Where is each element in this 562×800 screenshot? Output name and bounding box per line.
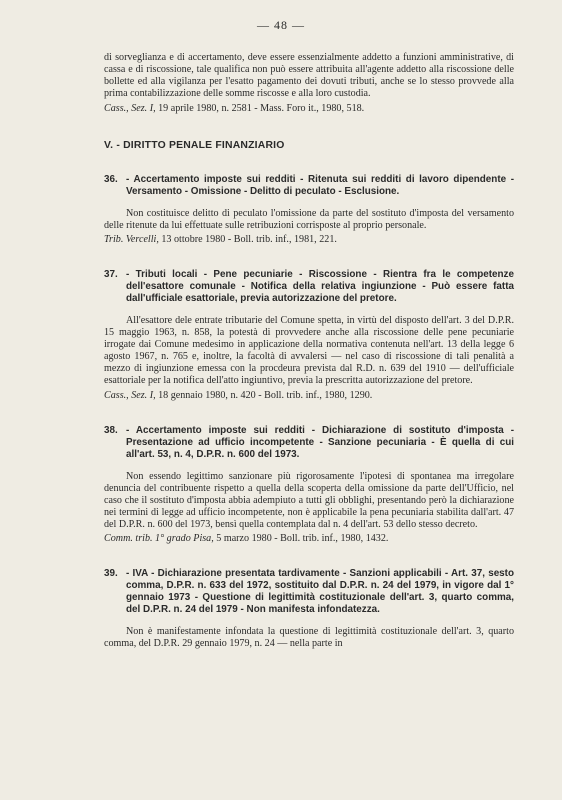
citation-court: Cass., Sez. I, <box>104 102 156 114</box>
entry-heading-text: - IVA - Dichiarazione presentata tardivamente - Sanzioni applicabili - Art. 37, sesto comma, D.P.R. n. 633 del 1972, sostituito dal D.P.R. n. 24 del 1979, in vigore dal 1° gennaio 1973 - Questione di legittimità costituzionale dell'art. 3, quarto comma, del D.P.R. n. 24 del 1979 - Non manifesta infondatezza. <box>126 568 514 616</box>
citation-details: 13 ottobre 1980 - Boll. trib. inf., 1981, 221. <box>158 234 337 246</box>
citation-court: Cass., Sez. I, <box>104 389 156 401</box>
entry-37 <box>104 269 514 401</box>
page-number: — 48 — <box>257 18 305 32</box>
entry-heading <box>104 269 514 305</box>
entry-paragraph: Non è manifestamente infondata la questione di legittimità costituzionale dell'art. 3, quarto comma, del D.P.R. 29 gennaio 1979, n. 24 — nella parte in <box>104 626 514 650</box>
section-title: V. - DIRITTO PENALE FINANZIARIO <box>104 139 285 151</box>
citation-details: 19 aprile 1980, n. 2581 - Mass. Foro it., 1980, 518. <box>155 102 365 114</box>
entry-paragraph: Non costituisce delitto di peculato l'omissione da parte del sostituto d'imposta del versamento delle ritenute da lui effettuate sulle retribuzioni corrisposte al proprio personale. <box>104 207 514 231</box>
entry-heading <box>104 568 514 616</box>
entry-number: 38. <box>104 424 118 436</box>
entry-citation <box>104 533 514 545</box>
intro-citation <box>104 103 514 115</box>
entry-citation <box>104 390 514 402</box>
entry-paragraph: Non essendo legittimo sanzionare più rigorosamente l'ipotesi di spontanea ma irregolare denuncia del contribuente rispetto a quella della scoperta della omissione da parte dell'Ufficio, nel caso che il sostituto d'imposta abbia adempiuto a tutti gli obblighi, presentando però la dichiarazione nei termini di legge ad ufficio incompetente, non è applicabile la pena pecuniaria stabilita dall'art. 47 del D.P.R. n. 600 del 1973, bensì quella contemplata dal n. 4 dell'art. 53 dello stesso decreto. <box>104 470 514 530</box>
citation-details: 5 marzo 1980 - Boll. trib. inf., 1980, 1432. <box>213 533 389 545</box>
entry-number: 39. <box>104 568 118 580</box>
entry-heading-text: - Accertamento imposte sui redditi - Ritenuta sui redditi di lavoro dipendente - Versamento - Omissione - Delitto di peculato - Esclusione. <box>126 173 514 197</box>
page-content <box>104 52 514 650</box>
entry-heading <box>104 425 514 461</box>
entry-number: 37. <box>104 269 118 281</box>
entry-heading-text: - Tributi locali - Pene pecuniarie - Riscossione - Rientra fra le competenze dell'esattore comunale - Notifica della relativa ingiunzione - Può essere fatta dall'ufficiale esattoriale, previa autorizzazione del pretore. <box>126 269 514 305</box>
entry-39 <box>104 568 514 650</box>
entry-citation <box>104 234 514 246</box>
citation-court: Comm. trib. 1° grado Pisa, <box>104 533 214 545</box>
entry-number: 36. <box>104 173 118 185</box>
entry-heading <box>104 174 514 198</box>
entry-paragraph: All'esattore dele entrate tributarie del Comune spetta, in virtù del disposto dell'art. 3 del D.P.R. 15 maggio 1963, n. 858, la potestà di provvedere anche alla riscossione delle pene pecuniarie irrogate dai Comune medesimo in applicazione della normativa contenuta nell'art. 13 della legge 6 agosto 1967, n. 765 e, inoltre, la facoltà di avvalersi — nel caso di riscossione di tali penalità a mezzo di ingiunzione emessa con la procdeura prevista dal R.D. n. 639 del 1910 — dell'ufficiale esattoriale per la notifica dell'atto ingiuntivo, previa la prescritta autorizzazione del pretore. <box>104 315 514 386</box>
entry-heading-text: - Accertamento imposte sui redditi - Dichiarazione di sostituto d'imposta - Presentazione ad ufficio incompetente - Sanzione pecuniaria - È quella di cui all'art. 53, n. 4, D.P.R. n. 600 del 1973. <box>126 424 514 460</box>
citation-details: 18 gennaio 1980, n. 420 - Boll. trib. inf., 1980, 1290. <box>155 389 373 401</box>
entry-36 <box>104 174 514 247</box>
intro-paragraph: di sorveglianza e di accertamento, deve essere essenzialmente addetto a funzioni amministrative, di cassa e di riscossione, tale qualifica non può essere attribuita all'agente addetto alla riscossione delle bollette ed alla vigilanza per l'esatto pagamento dei dovuti tributi, anche se lo stesso provvede alla prima contabilizzazione delle somme riscosse e alla loro custodia. <box>104 52 514 99</box>
citation-court: Trib. Vercelli, <box>104 234 159 246</box>
entry-38 <box>104 425 514 546</box>
